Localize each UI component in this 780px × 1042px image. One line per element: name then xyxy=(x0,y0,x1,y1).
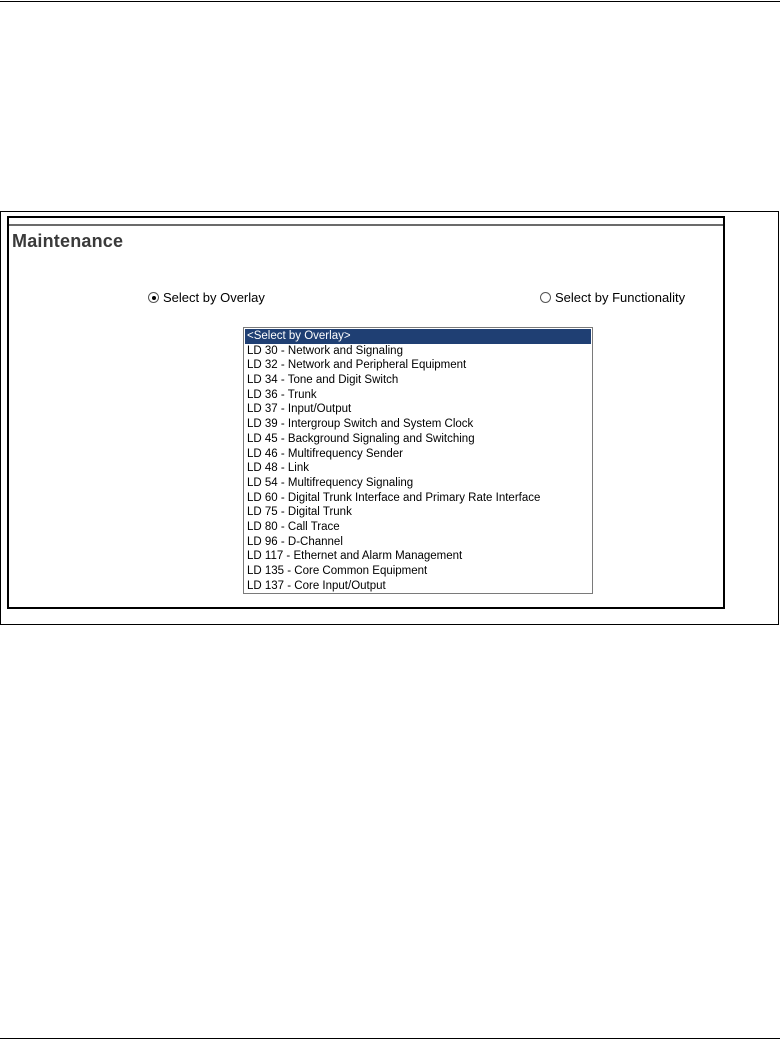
page-top-rule xyxy=(0,1,780,2)
radio-unchecked-icon[interactable] xyxy=(540,292,551,303)
page-bottom-rule xyxy=(0,1038,780,1039)
list-item[interactable]: LD 30 - Network and Signaling xyxy=(247,344,403,357)
select-by-overlay-label: Select by Overlay xyxy=(163,290,265,305)
list-item[interactable]: LD 36 - Trunk xyxy=(247,388,317,401)
panel-header-line xyxy=(9,224,723,226)
list-item[interactable]: LD 48 - Link xyxy=(247,462,310,475)
list-item[interactable]: LD 34 - Tone and Digit Switch xyxy=(247,374,399,387)
list-item[interactable]: LD 60 - Digital Trunk Interface and Primary Rate Interface xyxy=(247,491,541,504)
panel-title: Maintenance xyxy=(12,231,124,251)
radio-checked-icon[interactable] xyxy=(148,292,159,303)
list-item[interactable]: LD 137 - Core Input/Output xyxy=(247,579,386,592)
list-item[interactable]: LD 135 - Core Common Equipment xyxy=(247,565,428,577)
select-by-overlay-radio[interactable] xyxy=(148,290,265,305)
list-item[interactable]: <Select by Overlay> xyxy=(245,329,591,344)
list-item[interactable]: LD 117 - Ethernet and Alarm Management xyxy=(247,550,463,563)
list-item[interactable]: LD 39 - Intergroup Switch and System Clock xyxy=(247,418,474,431)
select-by-functionality-radio[interactable] xyxy=(540,290,685,305)
list-item[interactable]: LD 45 - Background Signaling and Switching xyxy=(247,432,475,445)
maintenance-panel xyxy=(7,216,725,609)
select-by-functionality-label: Select by Functionality xyxy=(555,290,686,305)
list-item[interactable]: LD 54 - Multifrequency Signaling xyxy=(247,476,414,489)
overlay-listbox[interactable] xyxy=(243,327,593,594)
list-item[interactable]: LD 37 - Input/Output xyxy=(247,403,352,416)
list-item[interactable]: LD 75 - Digital Trunk xyxy=(247,506,352,519)
figure-frame xyxy=(0,211,779,625)
list-item[interactable]: LD 80 - Call Trace xyxy=(247,520,340,533)
list-item[interactable]: LD 46 - Multifrequency Sender xyxy=(247,447,403,460)
list-item[interactable]: LD 32 - Network and Peripheral Equipment xyxy=(247,359,467,372)
list-item[interactable]: LD 96 - D-Channel xyxy=(247,535,343,548)
